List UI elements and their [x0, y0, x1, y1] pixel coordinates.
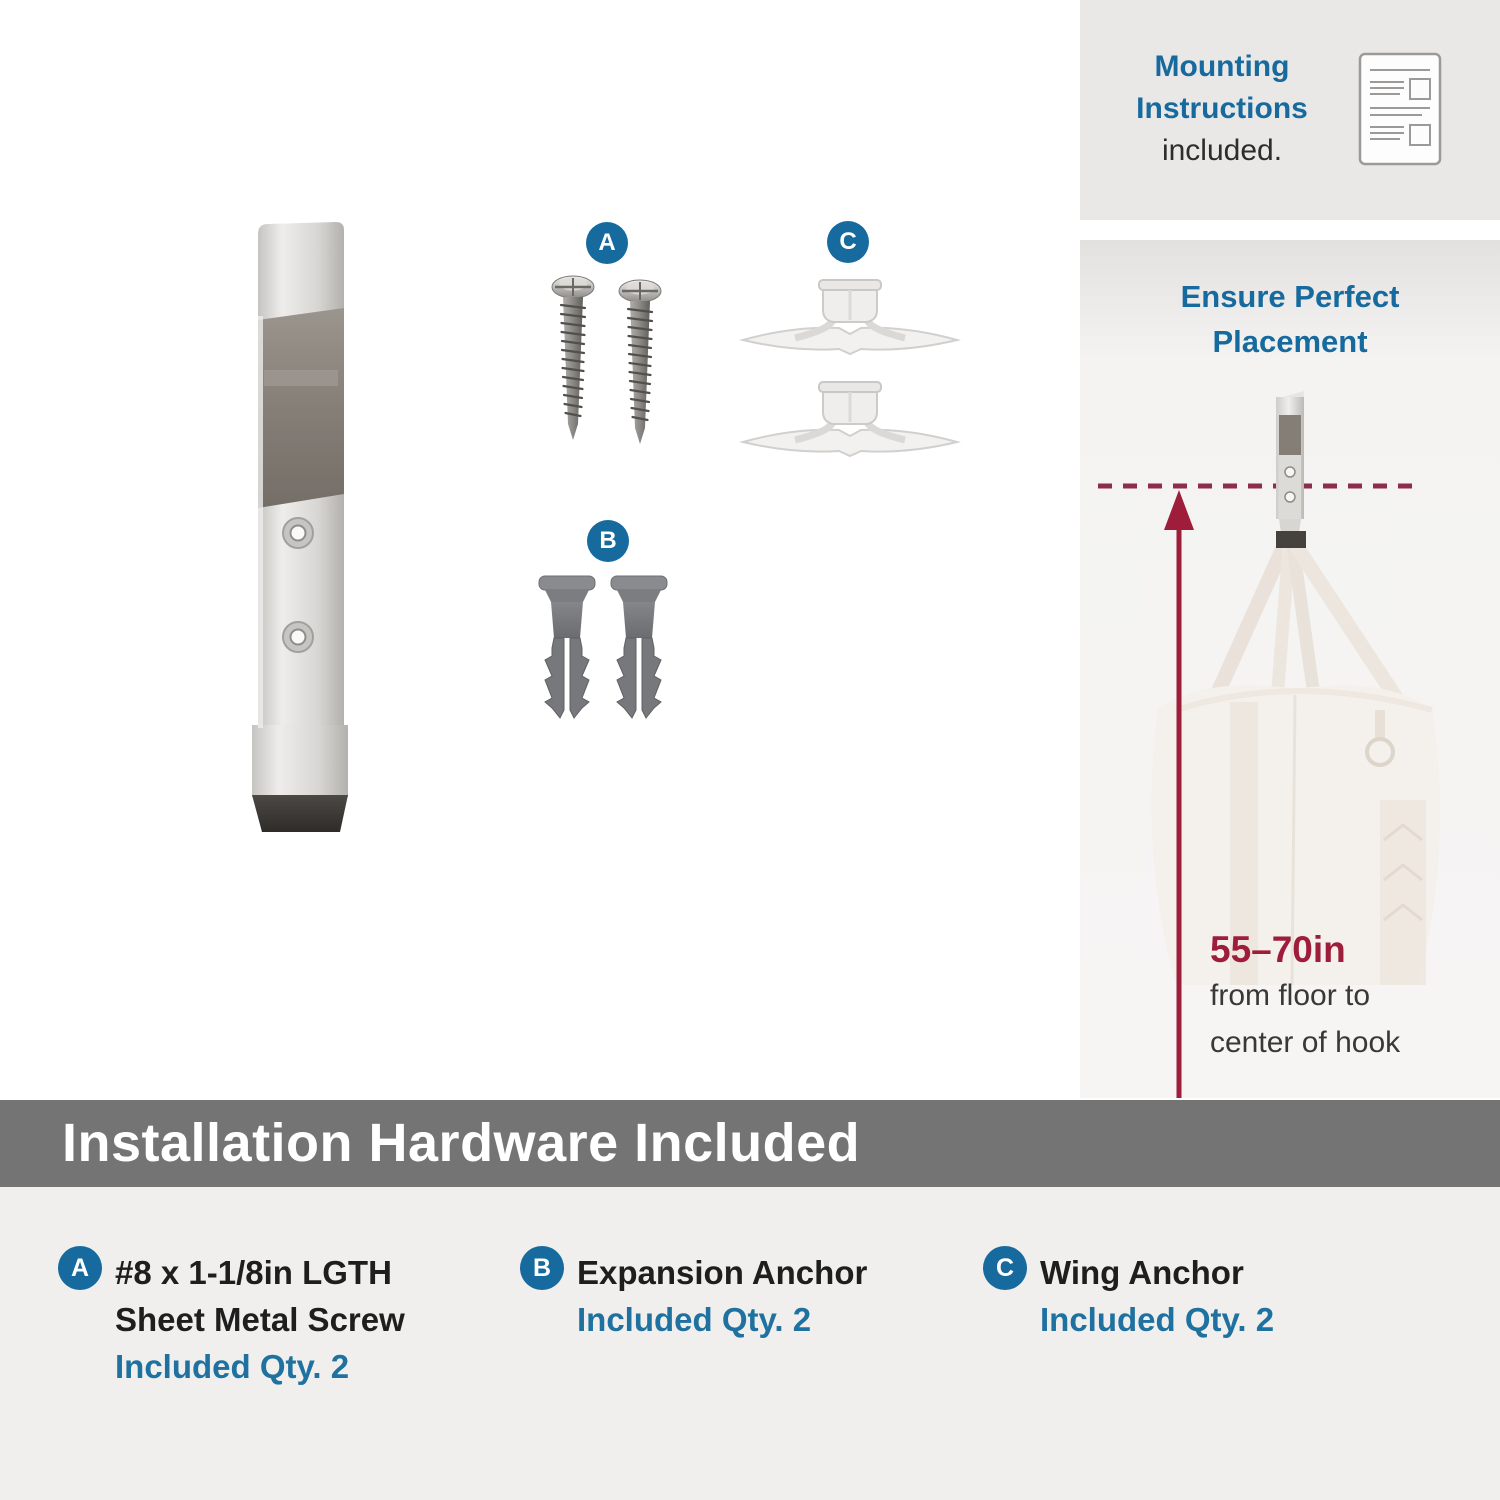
- range-caption-line1: from floor to: [1210, 979, 1371, 1012]
- legend-c-letter: C: [995, 1253, 1015, 1282]
- label-c-badge: [827, 221, 869, 263]
- mounting-title-line2: Instructions: [1136, 92, 1308, 125]
- legend-item-screw: [115, 1249, 405, 1390]
- legend-c-badge: [983, 1246, 1027, 1290]
- placement-title-line2: Placement: [1212, 324, 1368, 359]
- range-caption-line2: center of hook: [1210, 1026, 1401, 1059]
- placement-title-line1: Ensure Perfect: [1180, 279, 1400, 314]
- legend-a-badge: [58, 1246, 102, 1290]
- label-b-badge: [587, 520, 629, 562]
- legend-a-line2: Sheet Metal Screw: [115, 1301, 405, 1338]
- legend-b-letter: B: [532, 1253, 552, 1282]
- legend-b-line1: Expansion Anchor: [577, 1254, 868, 1291]
- expansion-anchors-image: [533, 572, 683, 722]
- document-icon: [1358, 52, 1442, 166]
- wing-anchors-image: [735, 272, 965, 468]
- hook-illustration: [1276, 391, 1306, 548]
- legend-item-wing-anchor: [1040, 1249, 1274, 1343]
- banner-title: Installation Hardware Included: [62, 1113, 861, 1173]
- sheet-metal-screws-image: [545, 272, 675, 468]
- legend-a-line1: #8 x 1-1/8in LGTH: [115, 1254, 392, 1291]
- mounting-instructions-panel: [1080, 0, 1500, 220]
- legend-a-letter: A: [70, 1253, 90, 1282]
- legend-c-qty: Included Qty. 2: [1040, 1301, 1275, 1338]
- legend-a-qty: Included Qty. 2: [115, 1348, 350, 1385]
- legend-b-badge: [520, 1246, 564, 1290]
- mounting-title-line1: Mounting: [1154, 50, 1290, 83]
- section-banner: [0, 1100, 1500, 1187]
- legend-c-line1: Wing Anchor: [1040, 1254, 1244, 1291]
- label-a-text: A: [598, 229, 616, 256]
- label-a-badge: [586, 222, 628, 264]
- mounting-subtitle: included.: [1161, 134, 1283, 167]
- product-hook-image: [250, 220, 350, 832]
- legend-b-qty: Included Qty. 2: [577, 1301, 812, 1338]
- label-b-text: B: [599, 527, 617, 554]
- legend-item-expansion-anchor: [577, 1249, 867, 1343]
- placement-panel: [1080, 240, 1500, 1098]
- label-c-text: C: [839, 228, 857, 255]
- mount-height-range: 55–70in: [1210, 929, 1346, 970]
